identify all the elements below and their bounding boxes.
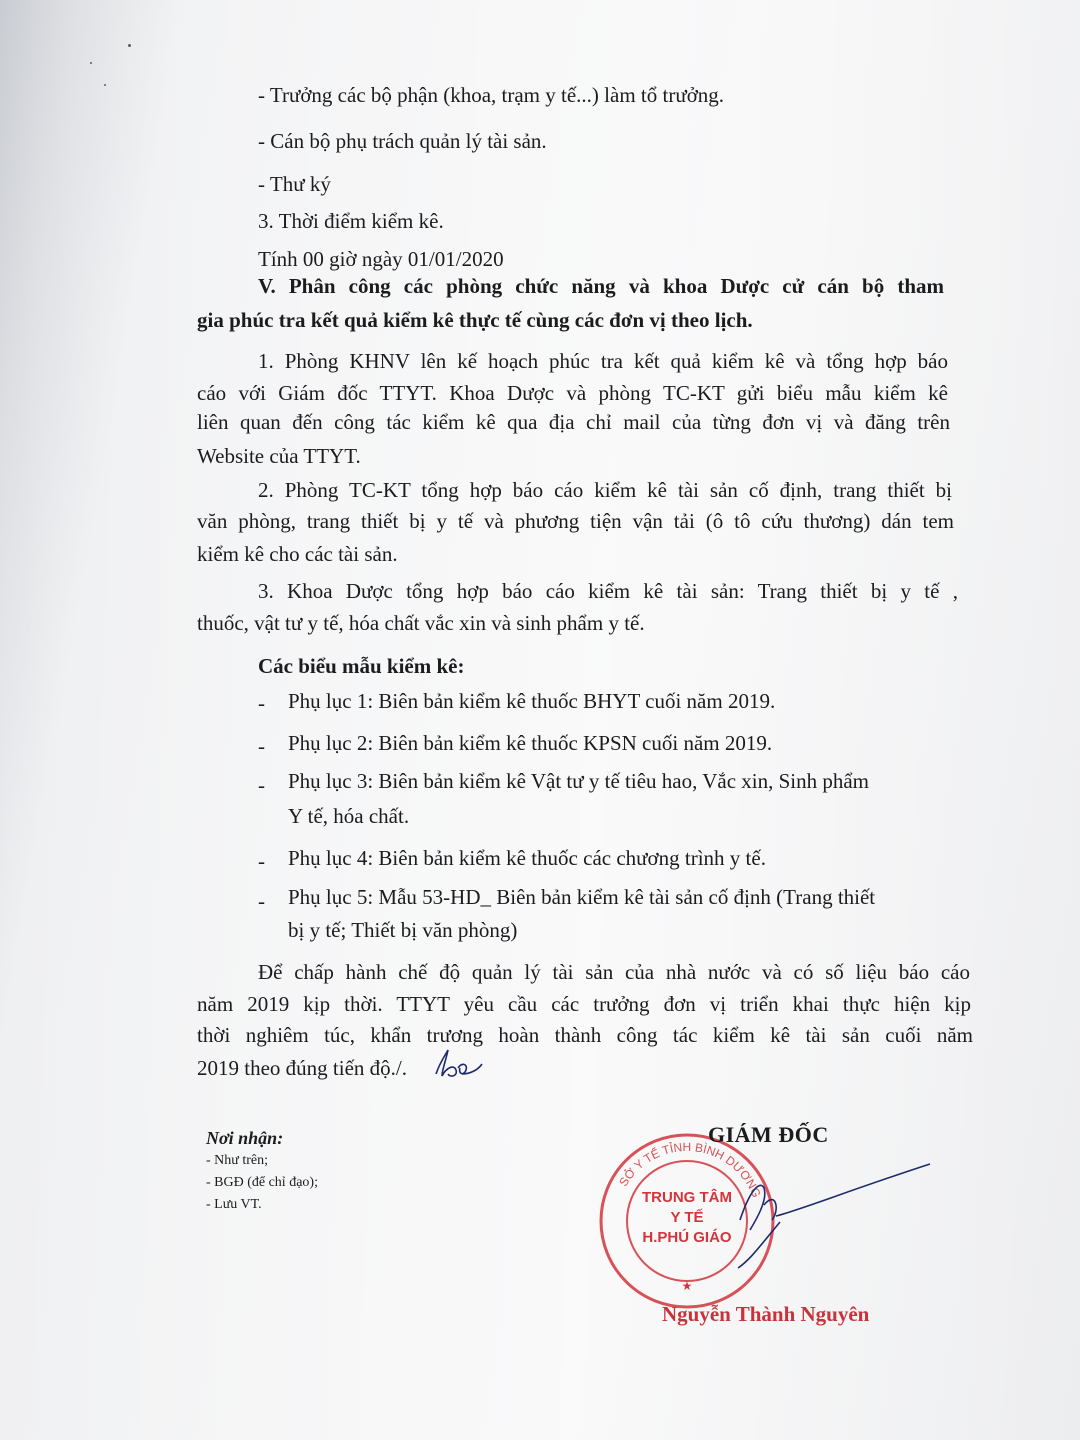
stamp-ring-text: SỞ Y TẾ TỈNH BÌNH DƯƠNG <box>616 1139 764 1200</box>
stamp-line-1: TRUNG TÂM <box>642 1189 732 1206</box>
form-item-4: Phụ lục 4: Biên bản kiểm kê thuốc các chương trình y tế. <box>288 846 766 870</box>
forms-heading: Các biểu mẫu kiểm kê: <box>258 654 465 678</box>
stamp-star-icon: ★ <box>681 1279 693 1293</box>
paper-speck <box>128 44 131 47</box>
section-v-heading-line-2: gia phúc tra kết quả kiểm kê thực tế cùng các đơn vị theo lịch. <box>197 308 753 332</box>
section-v-heading-line-1: V. Phân công các phòng chức năng và khoa Dược cử cán bộ tham <box>258 274 944 298</box>
list-bullet: - <box>258 773 265 797</box>
stamp-line-3: H.PHÚ GIÁO <box>642 1229 732 1246</box>
recipients-title: Nơi nhận: <box>206 1128 284 1148</box>
form-item-1: Phụ lục 1: Biên bản kiểm kê thuốc BHYT cuối năm 2019. <box>288 689 776 713</box>
form-item-5: Phụ lục 5: Mẫu 53-HD_ Biên bản kiểm kê tài sản cố định (Trang thiết <box>288 885 876 909</box>
paragraph-1-line: liên quan đến công tác kiểm kê qua địa chỉ mail của từng đơn vị và đăng trên <box>197 410 950 434</box>
paper-speck <box>90 62 92 64</box>
list-bullet: - <box>258 691 265 715</box>
member-secretary-line: - Thư ký <box>258 172 331 196</box>
list-bullet: - <box>258 849 265 873</box>
recipient-item: - Lưu VT. <box>206 1197 262 1212</box>
form-item-5-continued: bị y tế; Thiết bị văn phòng) <box>288 918 518 942</box>
recipient-item: - BGĐ (để chỉ đạo); <box>206 1175 318 1190</box>
paragraph-2-line: văn phòng, trang thiết bị y tế và phương tiện vận tải (ô tô cứu thương) dán tem <box>197 509 954 533</box>
paragraph-3-line: thuốc, vật tư y tế, hóa chất vắc xin và sinh phẩm y tế. <box>197 611 645 635</box>
signer-title: GIÁM ĐỐC <box>708 1122 829 1147</box>
form-item-2: Phụ lục 2: Biên bản kiểm kê thuốc KPSN cuối năm 2019. <box>288 731 773 755</box>
closing-line: 2019 theo đúng tiến độ./. <box>197 1056 407 1080</box>
closing-line: thời nghiêm túc, khẩn trương hoàn thành công tác kiểm kê tài sản cuối năm <box>197 1023 973 1047</box>
form-item-3-continued: Y tế, hóa chất. <box>288 804 410 828</box>
inventory-time-value: Tính 00 giờ ngày 01/01/2020 <box>258 247 504 271</box>
list-bullet: - <box>258 734 265 758</box>
closing-line: Để chấp hành chế độ quản lý tài sản của nhà nước và có số liệu báo cáo <box>258 960 970 984</box>
recipients-block <box>206 1126 318 1216</box>
paragraph-1-line: cáo với Giám đốc TTYT. Khoa Dược và phòng TC-KT gửi biểu mẫu kiểm kê <box>197 381 948 405</box>
list-bullet: - <box>258 889 265 913</box>
inventory-time-heading: 3. Thời điểm kiểm kê. <box>258 209 444 233</box>
paragraph-1-line: 1. Phòng KHNV lên kế hoạch phúc tra kết quả kiểm kê và tổng hợp báo <box>258 349 948 373</box>
paper-speck <box>104 84 106 86</box>
stamp-line-2: Y TẾ <box>670 1209 704 1226</box>
recipient-item: - Như trên; <box>206 1153 269 1168</box>
paragraph-1-line: Website của TTYT. <box>197 444 361 468</box>
paragraph-3-line: 3. Khoa Dược tổng hợp báo cáo kiểm kê tài sản: Trang thiết bị y tế , <box>258 579 958 603</box>
member-leader-line: - Trưởng các bộ phận (khoa, trạm y tế...) làm tổ trưởng. <box>258 83 725 107</box>
member-asset-officer-line: - Cán bộ phụ trách quản lý tài sản. <box>258 129 547 153</box>
handwritten-signature <box>720 1150 1020 1280</box>
signer-name: Nguyễn Thành Nguyên <box>662 1302 870 1326</box>
closing-line: năm 2019 kịp thời. TTYT yêu cầu các trưởng đơn vị triển khai thực hiện kịp <box>197 992 971 1016</box>
paragraph-2-line: 2. Phòng TC-KT tổng hợp báo cáo kiểm kê tài sản cố định, trang thiết bị <box>258 478 952 502</box>
initials-scribble <box>428 1044 488 1084</box>
paragraph-2-line: kiểm kê cho các tài sản. <box>197 542 398 566</box>
form-item-3: Phụ lục 3: Biên bản kiểm kê Vật tư y tế tiêu hao, Vắc xin, Sinh phẩm <box>288 769 870 793</box>
